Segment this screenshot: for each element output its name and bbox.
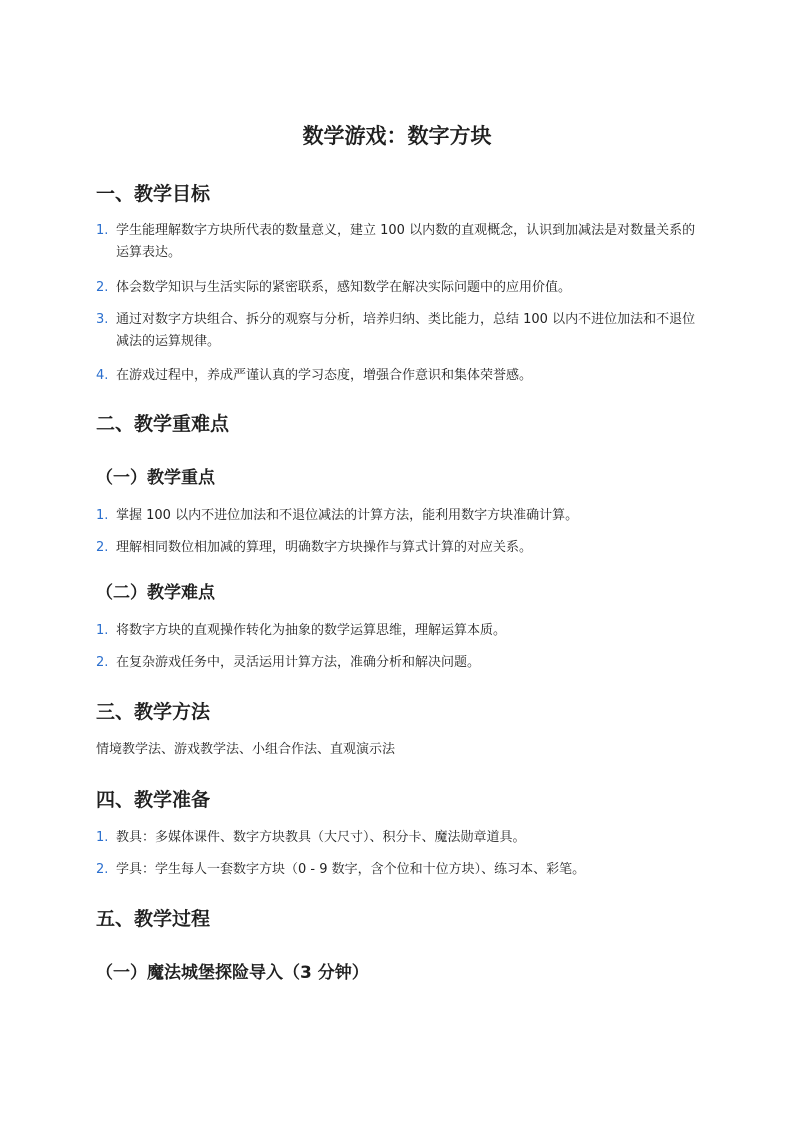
list-text: 掌握 100 以内不进位加法和不退位减法的计算方法，能利用数字方块准确计算。 — [116, 508, 579, 523]
section-heading-preparation: 四、教学准备 — [96, 789, 211, 811]
document-title: 数学游戏：数字方块 — [302, 124, 492, 148]
section-heading-key-points: 二、教学重难点 — [96, 413, 230, 435]
list-item — [96, 365, 696, 387]
section-heading-process: 五、教学过程 — [96, 908, 211, 930]
list-number: 2. — [96, 540, 109, 555]
list-text: 体会数学知识与生活实际的紧密联系，感知数学在解决实际问题中的应用价值。 — [116, 280, 572, 295]
list-text: 理解相同数位相加减的算理，明确数字方块操作与算式计算的对应关系。 — [116, 540, 533, 555]
list-text: 教具：多媒体课件、数字方块教具（大尺寸）、积分卡、魔法勋章道具。 — [116, 830, 526, 845]
section-heading-methods: 三、教学方法 — [96, 701, 211, 723]
list-number: 2. — [96, 655, 109, 670]
list-number: 1. — [96, 508, 109, 523]
list-item — [96, 309, 696, 353]
list-item — [96, 827, 696, 849]
list-number: 2. — [96, 280, 109, 295]
list-text: 通过对数字方块组合、拆分的观察与分析，培养归纳、类比能力，总结 100 以内不进位加法和不退位减法的运算规律。 — [116, 312, 696, 349]
list-item — [96, 652, 696, 674]
list-number: 1. — [96, 623, 109, 638]
list-number: 1. — [96, 830, 109, 845]
list-text: 将数字方块的直观操作转化为抽象的数学运算思维，理解运算本质。 — [116, 623, 507, 638]
list-item — [96, 277, 696, 299]
list-item — [96, 220, 696, 264]
list-text: 学生能理解数字方块所代表的数量意义，建立 100 以内数的直观概念，认识到加减法是对数量关系的运算表达。 — [116, 223, 696, 260]
list-text: 学具：学生每人一套数字方块（0 - 9 数字，含个位和十位方块）、练习本、彩笔。 — [116, 862, 586, 877]
list-text: 在复杂游戏任务中，灵活运用计算方法，准确分析和解决问题。 — [116, 655, 481, 670]
methods-text: 情境教学法、游戏教学法、小组合作法、直观演示法 — [96, 742, 396, 757]
list-number: 2. — [96, 862, 109, 877]
subsection-heading-key-points: （一）教学重点 — [96, 468, 215, 488]
list-item — [96, 537, 696, 559]
list-text: 在游戏过程中，养成严谨认真的学习态度，增强合作意识和集体荣誉感。 — [116, 368, 533, 383]
subsection-heading-difficulties: （二）教学难点 — [96, 583, 215, 603]
subsection-heading-intro: （一）魔法城堡探险导入（3 分钟） — [96, 963, 369, 983]
list-item — [96, 620, 696, 642]
list-number: 4. — [96, 368, 109, 383]
list-number: 1. — [96, 223, 109, 238]
section-heading-objectives: 一、教学目标 — [96, 183, 211, 205]
list-item — [96, 505, 696, 527]
list-number: 3. — [96, 312, 109, 327]
list-item — [96, 859, 696, 881]
